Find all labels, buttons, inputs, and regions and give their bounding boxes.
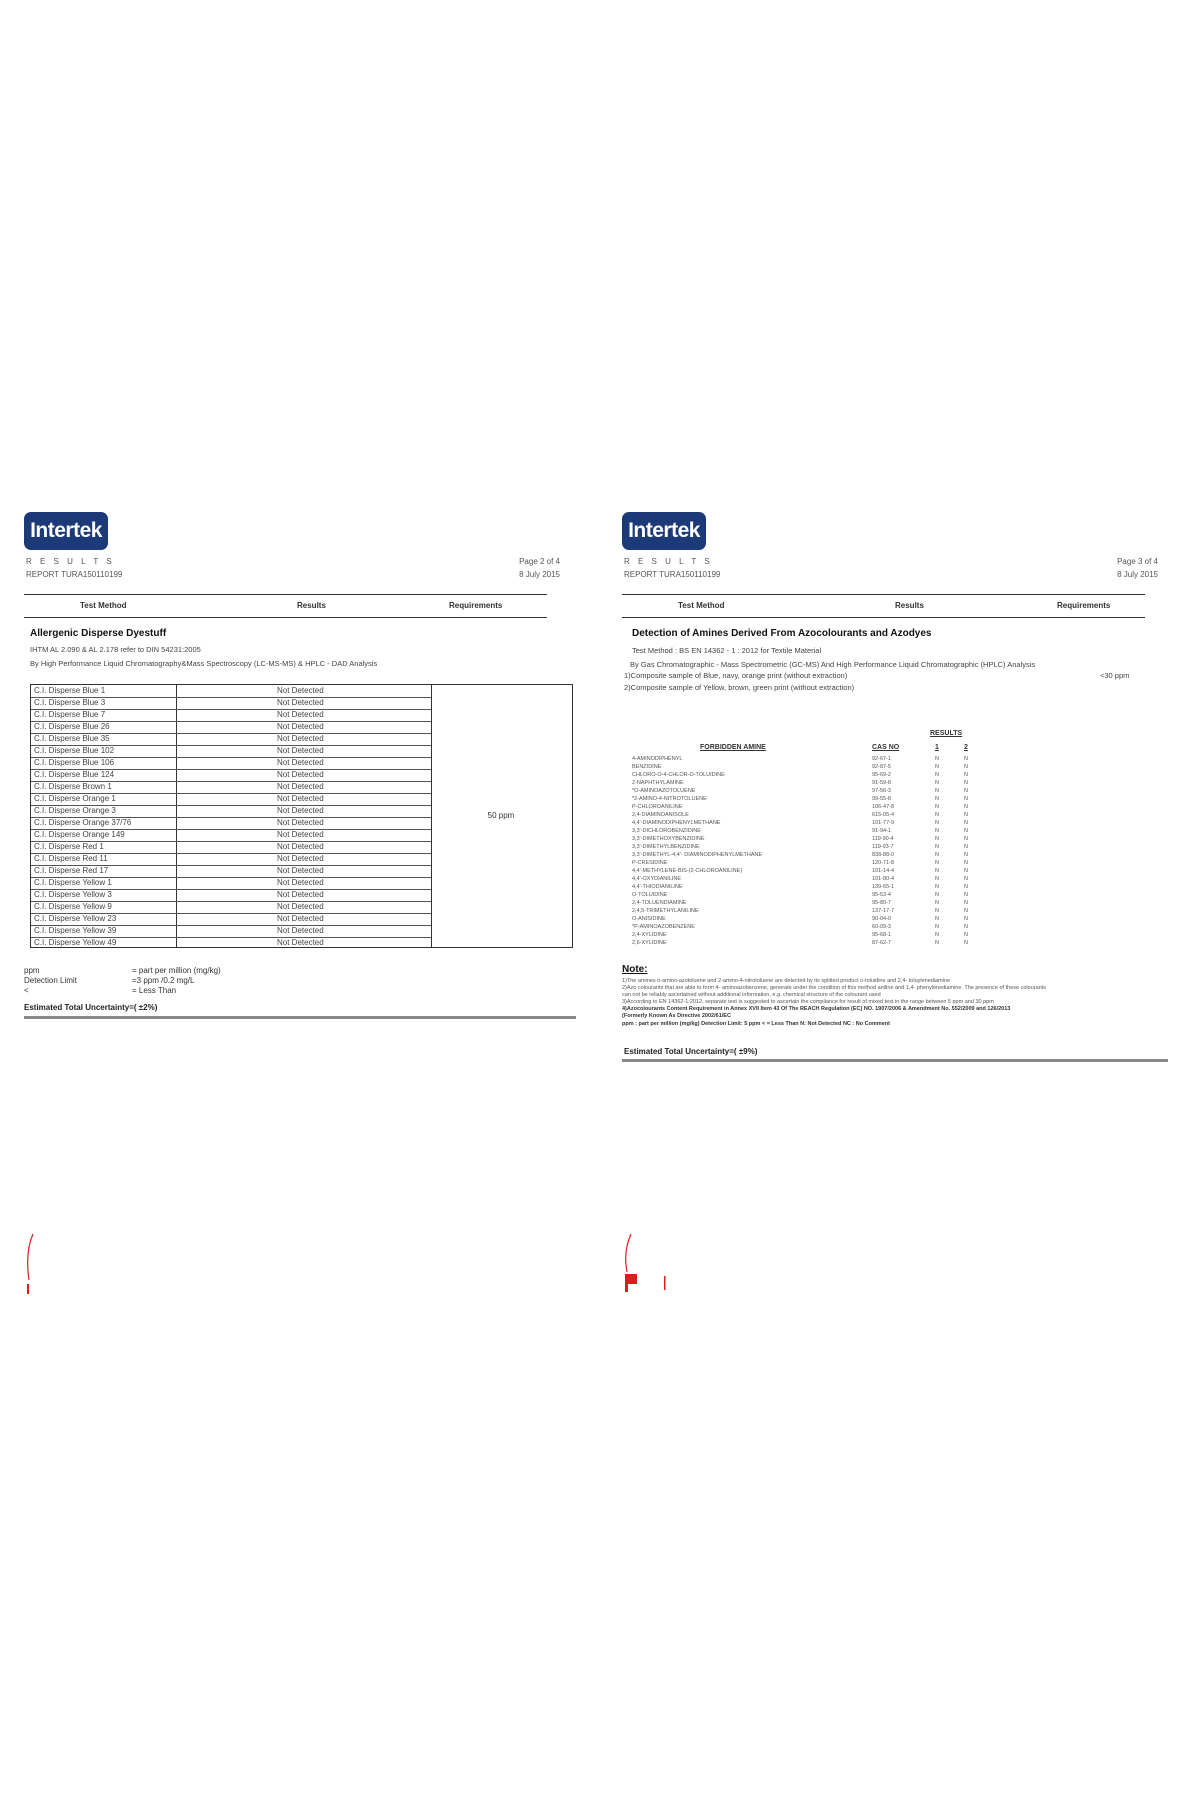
amine-result-1: N xyxy=(935,884,939,890)
amine-cas-number: 139-65-1 xyxy=(872,884,895,890)
amine-result-2: N xyxy=(964,836,968,842)
dyestuff-name: C.I. Disperse Orange 3 xyxy=(34,806,116,815)
amine-cas-number: 60-09-3 xyxy=(872,924,891,930)
amine-name: 4,4'-OXYDIANILINE xyxy=(632,876,682,882)
col-requirements: Requirements xyxy=(449,601,503,610)
col-results: Results xyxy=(297,601,326,610)
dyestuff-name: C.I. Disperse Blue 1 xyxy=(34,686,106,695)
amine-name: *2-AMINO-4-NITROTOLUENE xyxy=(632,796,707,802)
col-results: Results xyxy=(895,601,924,610)
amine-name: 2,4-DIAMINOANISOLE xyxy=(632,812,689,818)
amine-result-1: N xyxy=(935,820,939,826)
dyestuff-name: C.I. Disperse Blue 3 xyxy=(34,698,106,707)
amine-result-2: N xyxy=(964,924,968,930)
col-forbidden-amine: FORBIDDEN AMINE xyxy=(700,744,766,751)
amine-result-1: N xyxy=(935,900,939,906)
dyestuff-result: Not Detected xyxy=(277,794,324,803)
amine-result-1: N xyxy=(935,844,939,850)
dyestuff-result: Not Detected xyxy=(277,758,324,767)
amine-name: 3,3'-DICHLOROBENZIDINE xyxy=(632,828,701,834)
dyestuff-result: Not Detected xyxy=(277,746,324,755)
amine-name: 2,6-XYLIDINE xyxy=(632,940,667,946)
sample-1: 1)Composite sample of Blue, navy, orange print (without extraction) xyxy=(624,671,848,680)
amine-result-2: N xyxy=(964,892,968,898)
amine-result-2: N xyxy=(964,820,968,826)
amine-name: P-CRESIDINE xyxy=(632,860,668,866)
report-number: REPORT TURA150110199 xyxy=(26,570,123,579)
amine-cas-number: 119-90-4 xyxy=(872,836,894,842)
legend-value: = part per million (mg/kg) xyxy=(132,966,221,975)
dyestuff-name: C.I. Disperse Orange 37/76 xyxy=(34,818,132,827)
intertek-logo: Intertek xyxy=(24,512,108,550)
amine-result-1: N xyxy=(935,772,939,778)
col-test-method: Test Method xyxy=(678,601,725,610)
dyestuff-name: C.I. Disperse Yellow 9 xyxy=(34,902,112,911)
column-header-bar xyxy=(24,594,547,618)
amine-cas-number: 92-67-1 xyxy=(872,756,891,762)
dyestuff-name: C.I. Disperse Blue 35 xyxy=(34,734,110,743)
amine-cas-number: 92-87-5 xyxy=(872,764,891,770)
requirement-value: <30 ppm xyxy=(1100,671,1130,680)
dyestuff-name: C.I. Disperse Yellow 49 xyxy=(34,938,117,947)
amine-cas-number: 95-68-1 xyxy=(872,932,891,938)
amine-cas-number: 838-88-0 xyxy=(872,852,895,858)
dyestuff-result: Not Detected xyxy=(277,902,324,911)
table-divider xyxy=(431,685,432,947)
sample-2: 2)Composite sample of Yellow, brown, green print (without extraction) xyxy=(624,683,855,692)
dyestuff-name: C.I. Disperse Blue 7 xyxy=(34,710,106,719)
amine-result-1: N xyxy=(935,940,939,946)
method-reference: IHTM AL 2.090 & AL 2.178 refer to DIN 54231:2005 xyxy=(30,645,201,654)
amine-result-1: N xyxy=(935,804,939,810)
note-line: (Formerly Known As Directive 2002/61/EC xyxy=(622,1013,731,1019)
amine-cas-number: 101-14-4 xyxy=(872,868,895,874)
amine-result-2: N xyxy=(964,812,968,818)
dyestuff-name: C.I. Disperse Yellow 3 xyxy=(34,890,112,899)
amine-name: 2-NAPHTHYLAMINE xyxy=(632,780,684,786)
col-result-1: 1 xyxy=(935,744,939,751)
note-line: 4)Azocolourants Content Requirement in Annex XVII Item 43 Of The REACH Regulation (EC) NO. 1907/2006 & Amendment No. 552/2009 and 126/2013 xyxy=(622,1006,1011,1012)
col-requirements: Requirements xyxy=(1057,601,1111,610)
amine-result-1: N xyxy=(935,836,939,842)
note-line: 2)Azo colourants that are able to form 4- aminoazobenzene, generate under the condition of this method aniline and 1,4- phenylenediamine. The presence of these colourants xyxy=(622,985,1046,991)
dyestuff-result: Not Detected xyxy=(277,854,324,863)
dyestuff-result: Not Detected xyxy=(277,782,324,791)
note-line: 3)According to EN 14362-1:2012, separate test is suggested to ascertain the compliance for result of mixed test in the range between 5 ppm and 30 ppm xyxy=(622,999,994,1005)
dyestuff-result: Not Detected xyxy=(277,734,324,743)
legend-key: ppm xyxy=(24,966,40,975)
col-cas-no: CAS NO xyxy=(872,744,900,751)
amine-name: 3,3'-DIMETHOXYBENZIDINE xyxy=(632,836,705,842)
amine-name: BENZIDINE xyxy=(632,764,662,770)
legend-value: =3 ppm /0.2 mg/L xyxy=(132,976,195,985)
amine-cas-number: 87-62-7 xyxy=(872,940,891,946)
amine-name: O-ANISIDINE xyxy=(632,916,666,922)
amine-name: P-CHLOROANILINE xyxy=(632,804,683,810)
amine-result-1: N xyxy=(935,924,939,930)
dyestuff-result: Not Detected xyxy=(277,698,324,707)
note-line: can not be reliably ascertained without additional information, e.g. chemical structure of the colourant used xyxy=(622,992,881,998)
amine-result-1: N xyxy=(935,860,939,866)
amine-result-2: N xyxy=(964,884,968,890)
col-result-2: 2 xyxy=(964,744,968,751)
report-number: REPORT TURA150110199 xyxy=(624,570,721,579)
amine-result-2: N xyxy=(964,860,968,866)
section-title: Detection of Amines Derived From Azocolourants and Azodyes xyxy=(632,628,932,639)
method-description: By High Performance Liquid Chromatography&Mass Spectroscopy (LC-MS-MS) & HPLC - DAD Analysis xyxy=(30,659,378,668)
uncertainty-label: Estimated Total Uncertainty=( ±9%) xyxy=(624,1047,758,1056)
amine-name: 4-AMINODIPHENYL xyxy=(632,756,683,762)
dyestuff-name: C.I. Disperse Orange 1 xyxy=(34,794,116,803)
dyestuff-name: C.I. Disperse Blue 106 xyxy=(34,758,115,767)
results-heading: RESULTS xyxy=(930,730,963,737)
amine-result-1: N xyxy=(935,780,939,786)
dyestuff-table xyxy=(30,684,573,948)
amine-result-2: N xyxy=(964,796,968,802)
amine-result-1: N xyxy=(935,868,939,874)
legend-key: Detection Limit xyxy=(24,976,77,985)
amine-result-1: N xyxy=(935,908,939,914)
col-test-method: Test Method xyxy=(80,601,127,610)
amine-cas-number: 99-55-8 xyxy=(872,796,891,802)
amine-cas-number: 91-94-1 xyxy=(872,828,891,834)
page-number: Page 3 of 4 xyxy=(1117,557,1158,566)
amine-cas-number: 615-05-4 xyxy=(872,812,895,818)
dyestuff-result: Not Detected xyxy=(277,722,324,731)
requirement-value: 50 ppm xyxy=(487,811,515,820)
amine-cas-number: 101-80-4 xyxy=(872,876,895,882)
amine-cas-number: 95-69-2 xyxy=(872,772,891,778)
amine-result-1: N xyxy=(935,828,939,834)
dyestuff-result: Not Detected xyxy=(277,878,324,887)
dyestuff-result: Not Detected xyxy=(277,686,324,695)
amine-cas-number: 137-17-7 xyxy=(872,908,895,914)
amine-result-1: N xyxy=(935,788,939,794)
dyestuff-result: Not Detected xyxy=(277,710,324,719)
amine-result-1: N xyxy=(935,916,939,922)
report-date: 8 July 2015 xyxy=(519,570,560,579)
amine-cas-number: 90-04-0 xyxy=(872,916,891,922)
dyestuff-result: Not Detected xyxy=(277,866,324,875)
results-label: R E S U L T S xyxy=(26,557,115,566)
amine-result-1: N xyxy=(935,796,939,802)
dyestuff-name: C.I. Disperse Blue 102 xyxy=(34,746,115,755)
dyestuff-result: Not Detected xyxy=(277,842,324,851)
amine-result-2: N xyxy=(964,828,968,834)
amine-result-2: N xyxy=(964,908,968,914)
method-description: By Gas Chromatographic - Mass Spectrometric (GC-MS) And High Performance Liquid Chromatographic (HPLC) Analysis xyxy=(630,660,1036,669)
dyestuff-result: Not Detected xyxy=(277,770,324,779)
amine-result-2: N xyxy=(964,844,968,850)
amine-name: O-TOLUIDINE xyxy=(632,892,668,898)
amine-cas-number: 91-59-8 xyxy=(872,780,891,786)
amine-result-2: N xyxy=(964,916,968,922)
stamp-mark xyxy=(24,1232,36,1302)
bottom-rule xyxy=(622,1059,1168,1062)
amine-name: CHLORO-O-4-CHLOR-O-TOLUIDINE xyxy=(632,772,725,778)
amine-result-1: N xyxy=(935,756,939,762)
amine-result-2: N xyxy=(964,788,968,794)
dyestuff-name: C.I. Disperse Red 1 xyxy=(34,842,104,851)
note-line: ppm : part per million (mg/kg) Detection Limit: 5 ppm < = Less Than N: Not Detected NC : No Comment xyxy=(622,1021,890,1027)
amine-result-2: N xyxy=(964,932,968,938)
amine-name: 4,4'-METHYLENE-BIS-(2-CHLOROANILINE) xyxy=(632,868,743,874)
dyestuff-result: Not Detected xyxy=(277,890,324,899)
dyestuff-name: C.I. Disperse Blue 26 xyxy=(34,722,110,731)
dyestuff-result: Not Detected xyxy=(277,818,324,827)
note-title: Note: xyxy=(622,964,648,975)
amine-result-2: N xyxy=(964,852,968,858)
dyestuff-name: C.I. Disperse Yellow 23 xyxy=(34,914,117,923)
amine-result-2: N xyxy=(964,804,968,810)
amine-cas-number: 119-93-7 xyxy=(872,844,894,850)
amine-cas-number: 120-71-8 xyxy=(872,860,895,866)
uncertainty-label: Estimated Total Uncertainty=( ±2%) xyxy=(24,1003,158,1012)
dyestuff-name: C.I. Disperse Blue 124 xyxy=(34,770,115,779)
dyestuff-name: C.I. Disperse Yellow 39 xyxy=(34,926,117,935)
intertek-logo: Intertek xyxy=(622,512,706,550)
amine-name: 4,4'-DIAMINODIPHENYLMETHANE xyxy=(632,820,721,826)
dyestuff-result: Not Detected xyxy=(277,914,324,923)
dyestuff-name: C.I. Disperse Red 17 xyxy=(34,866,109,875)
amine-cas-number: 95-53-4 xyxy=(872,892,891,898)
amine-name: 4,4'-THIODIANILINE xyxy=(632,884,683,890)
amine-result-1: N xyxy=(935,852,939,858)
amine-result-2: N xyxy=(964,780,968,786)
dyestuff-result: Not Detected xyxy=(277,806,324,815)
amine-name: 2,4,5-TRIMETHYLANILINE xyxy=(632,908,699,914)
amine-name: *P-AMINOAZOBENZENE xyxy=(632,924,695,930)
dyestuff-name: C.I. Disperse Orange 149 xyxy=(34,830,125,839)
amine-result-2: N xyxy=(964,876,968,882)
report-date: 8 July 2015 xyxy=(1117,570,1158,579)
stamp-mark xyxy=(622,1232,672,1302)
amine-name: 3,3'-DIMETHYLBENZIDINE xyxy=(632,844,700,850)
note-line: 1)The amines o-amino-azotoluene and 2-amino-4-nitrotoluene are detected by its splitted product o-toluidine and 2,4- toluylenediamine xyxy=(622,978,951,984)
table-divider xyxy=(176,685,177,947)
amine-result-2: N xyxy=(964,764,968,770)
amine-cas-number: 101-77-9 xyxy=(872,820,895,826)
dyestuff-result: Not Detected xyxy=(277,830,324,839)
amine-result-1: N xyxy=(935,892,939,898)
test-method: Test Method : BS EN 14362 - 1 : 2012 for Textile Material xyxy=(632,646,822,655)
amine-result-2: N xyxy=(964,756,968,762)
amine-cas-number: 106-47-8 xyxy=(872,804,895,810)
amine-result-2: N xyxy=(964,868,968,874)
column-header-bar xyxy=(622,594,1145,618)
dyestuff-name: C.I. Disperse Red 11 xyxy=(34,854,108,863)
amine-cas-number: 95-80-7 xyxy=(872,900,891,906)
amine-result-2: N xyxy=(964,772,968,778)
amine-name: 3,3'-DIMETHYL-4,4'- DIAMINODIPHENYLMETHANE xyxy=(632,852,763,858)
dyestuff-name: C.I. Disperse Brown 1 xyxy=(34,782,112,791)
amine-cas-number: 97-56-3 xyxy=(872,788,891,794)
amine-result-1: N xyxy=(935,932,939,938)
amine-name: 2,4-XYLIDINE xyxy=(632,932,667,938)
bottom-rule xyxy=(24,1016,576,1019)
amine-result-1: N xyxy=(935,764,939,770)
page-number: Page 2 of 4 xyxy=(519,557,560,566)
dyestuff-result: Not Detected xyxy=(277,938,324,947)
dyestuff-result: Not Detected xyxy=(277,926,324,935)
amine-result-2: N xyxy=(964,940,968,946)
section-title: Allergenic Disperse Dyestuff xyxy=(30,628,167,639)
amine-result-2: N xyxy=(964,900,968,906)
legend-value: = Less Than xyxy=(132,986,177,995)
results-label: R E S U L T S xyxy=(624,557,713,566)
amine-name: *O-AMINOAZOTOLUENE xyxy=(632,788,696,794)
amine-name: 2,4-TOLUENDIAMINE xyxy=(632,900,687,906)
dyestuff-name: C.I. Disperse Yellow 1 xyxy=(34,878,112,887)
amine-result-1: N xyxy=(935,876,939,882)
legend-key: < xyxy=(24,986,29,995)
amine-result-1: N xyxy=(935,812,939,818)
